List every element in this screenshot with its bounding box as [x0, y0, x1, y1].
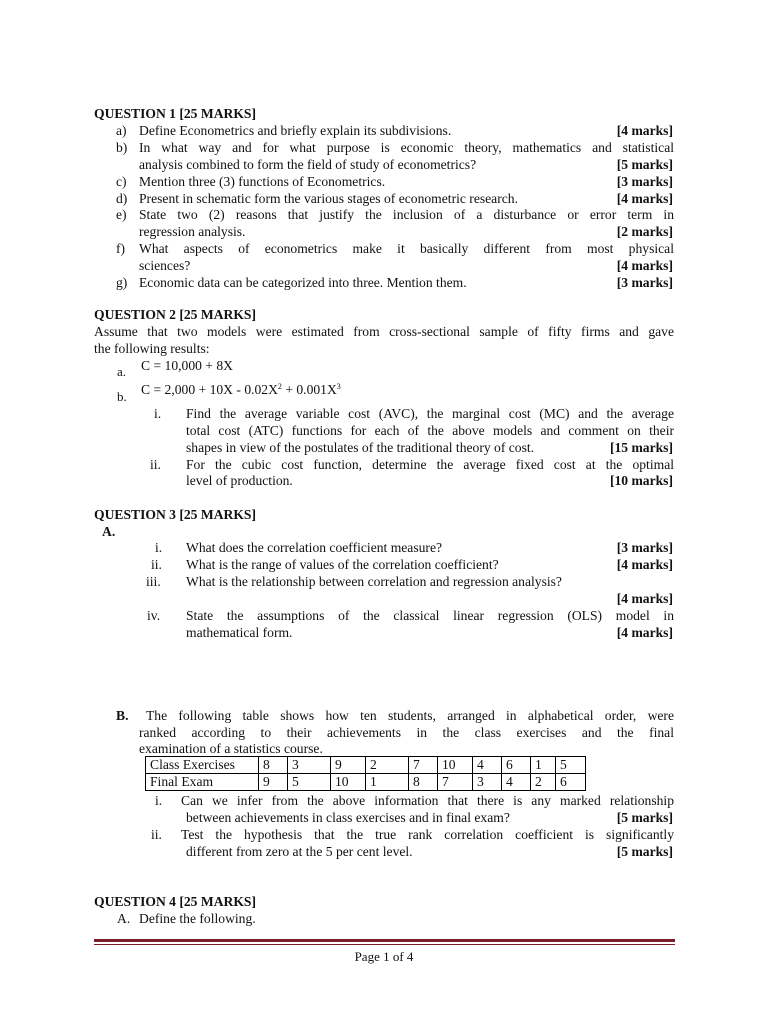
page-number: Page 1 of 4	[354, 949, 414, 964]
q3b-i-label: i.	[155, 793, 163, 808]
q3b-ii-text-2: different from zero at the 5 per cent level.	[186, 844, 413, 859]
table-cell: 3	[473, 774, 502, 791]
q1-f-text-1: What aspects of econometrics make it basically different from most physical	[139, 241, 674, 256]
q2-model-a: C = 10,000 + 8X	[141, 358, 233, 373]
q3a-ii-label: ii.	[151, 557, 162, 572]
q1-e-label: e)	[116, 207, 127, 222]
q2-i-label: i.	[154, 406, 162, 421]
table-cell: 6	[556, 774, 586, 791]
q1-d-label: d)	[116, 191, 128, 206]
footer-rule-thin	[94, 944, 675, 945]
q2-model-b: $C = 2,000 + 10X - 0.02X^2 + 0.001X^3$	[141, 382, 341, 397]
table-cell: 9	[331, 757, 366, 774]
footer-rule-thick	[94, 939, 675, 942]
q1-f-text-2: sciences?	[139, 258, 191, 273]
q3a-iv-label: iv.	[147, 608, 161, 623]
q1-heading: QUESTION 1 [25 MARKS]	[94, 106, 257, 121]
q1-b-marks: [5 marks]	[616, 157, 673, 172]
q3b-intro-3: examination of a statistics course.	[139, 741, 323, 756]
q4-part-a-text: Define the following.	[139, 911, 256, 926]
q1-e-text-1: State two (2) reasons that justify the inclusion of a disturbance or error term in	[139, 207, 674, 222]
q2-i-text-3: shapes in view of the postulates of the traditional theory of cost.	[186, 440, 535, 455]
q1-a-label: a)	[116, 123, 127, 138]
table-cell: 5	[556, 757, 586, 774]
table-cell: 7	[438, 774, 473, 791]
q3a-i-marks: [3 marks]	[616, 540, 673, 555]
table-cell: 8	[259, 757, 288, 774]
q3a-iv-text-2: mathematical form.	[186, 625, 293, 640]
q1-c-label: c)	[116, 174, 127, 189]
q3b-i-text-2: between achievements in class exercises and in final exam?	[186, 810, 510, 825]
q1-e-text-2: regression analysis.	[139, 224, 246, 239]
q2-intro-1: Assume that two models were estimated from cross-sectional sample of fifty firms and gave	[94, 324, 674, 339]
q1-d-text: Present in schematic form the various stages of econometric research.	[139, 191, 518, 206]
q3b-intro-1: The following table shows how ten students, arranged in alphabetical order, were	[146, 708, 674, 723]
q1-b-text-2: analysis combined to form the field of study of econometrics?	[139, 157, 477, 172]
table-row	[146, 774, 586, 791]
q3b-i-marks: [5 marks]	[616, 810, 673, 825]
q2-ii-text-1: For the cubic cost function, determine the average fixed cost at the optimal	[186, 457, 674, 472]
table-cell: 4	[473, 757, 502, 774]
table-cell: 7	[409, 757, 438, 774]
q3b-i-text-1: Can we infer from the above information that there is any marked relationship	[181, 793, 674, 808]
q2-model-b-label: b.	[117, 389, 127, 404]
table-row	[146, 757, 586, 774]
q3a-i-label: i.	[155, 540, 163, 555]
table-cell: 9	[259, 774, 288, 791]
q3a-iv-marks: [4 marks]	[616, 625, 673, 640]
q3b-ii-label: ii.	[151, 827, 162, 842]
q1-c-text: Mention three (3) functions of Econometrics.	[139, 174, 386, 189]
q3-heading: QUESTION 3 [25 MARKS]	[94, 507, 257, 522]
q1-c-marks: [3 marks]	[616, 174, 673, 189]
q1-g-marks: [3 marks]	[616, 275, 673, 290]
rank-table	[145, 756, 586, 791]
table-cell: 10	[331, 774, 366, 791]
table-cell: 6	[502, 757, 531, 774]
q3a-i-text: What does the correlation coefficient measure?	[186, 540, 443, 555]
q3a-iii-label: iii.	[146, 574, 161, 589]
q2-i-text-1: Find the average variable cost (AVC), the marginal cost (MC) and the average	[186, 406, 674, 421]
q3b-ii-text-1: Test the hypothesis that the true rank correlation coefficient is significantly	[181, 827, 674, 842]
table-cell: 10	[438, 757, 473, 774]
q3a-ii-text: What is the range of values of the correlation coefficient?	[186, 557, 499, 572]
q1-d-marks: [4 marks]	[616, 191, 673, 206]
q1-b-text-1: In what way and for what purpose is economic theory, mathematics and statistical	[139, 140, 674, 155]
table-cell: 5	[288, 774, 331, 791]
q2-ii-label: ii.	[150, 457, 161, 472]
q3b-ii-marks: [5 marks]	[616, 844, 673, 859]
row-header: Final Exam	[146, 774, 259, 791]
q3a-ii-marks: [4 marks]	[616, 557, 673, 572]
table-cell: 2	[531, 774, 556, 791]
q1-a-marks: [4 marks]	[616, 123, 673, 138]
q1-f-label: f)	[116, 241, 126, 256]
q2-intro-2: the following results:	[94, 341, 210, 356]
q4-heading: QUESTION 4 [25 MARKS]	[94, 894, 257, 909]
q3-part-a-label: A.	[102, 524, 116, 539]
q1-a-text: Define Econometrics and briefly explain its subdivisions.	[139, 123, 452, 138]
table-cell: 3	[288, 757, 331, 774]
q2-heading: QUESTION 2 [25 MARKS]	[94, 307, 257, 322]
q3b-intro-2: ranked according to their achievements in the class exercises and the final	[139, 725, 674, 740]
q3a-iii-marks: [4 marks]	[616, 591, 673, 606]
q2-i-text-2: total cost (ATC) functions for each of the above models and comment on their	[186, 423, 674, 438]
q1-g-label: g)	[116, 275, 128, 290]
table-cell: 1	[366, 774, 409, 791]
q1-f-marks: [4 marks]	[616, 258, 673, 273]
q1-g-text: Economic data can be categorized into three. Mention them.	[139, 275, 467, 290]
table-cell: 1	[531, 757, 556, 774]
q3a-iv-text-1: State the assumptions of the classical linear regression (OLS) model in	[186, 608, 674, 623]
q3a-iii-text: What is the relationship between correlation and regression analysis?	[186, 574, 562, 589]
row-header: Class Exercises	[146, 757, 259, 774]
table-cell: 8	[409, 774, 438, 791]
q2-i-marks: [15 marks]	[609, 440, 673, 455]
table-cell: 2	[366, 757, 409, 774]
q3-part-b-label: B.	[116, 708, 129, 723]
q1-e-marks: [2 marks]	[616, 224, 673, 239]
q2-ii-text-2: level of production.	[186, 473, 293, 488]
q2-model-a-label: a.	[117, 364, 127, 379]
table-cell: 4	[502, 774, 531, 791]
q4-part-a-label: A.	[117, 911, 131, 926]
q2-ii-marks: [10 marks]	[609, 473, 673, 488]
q1-b-label: b)	[116, 140, 128, 155]
